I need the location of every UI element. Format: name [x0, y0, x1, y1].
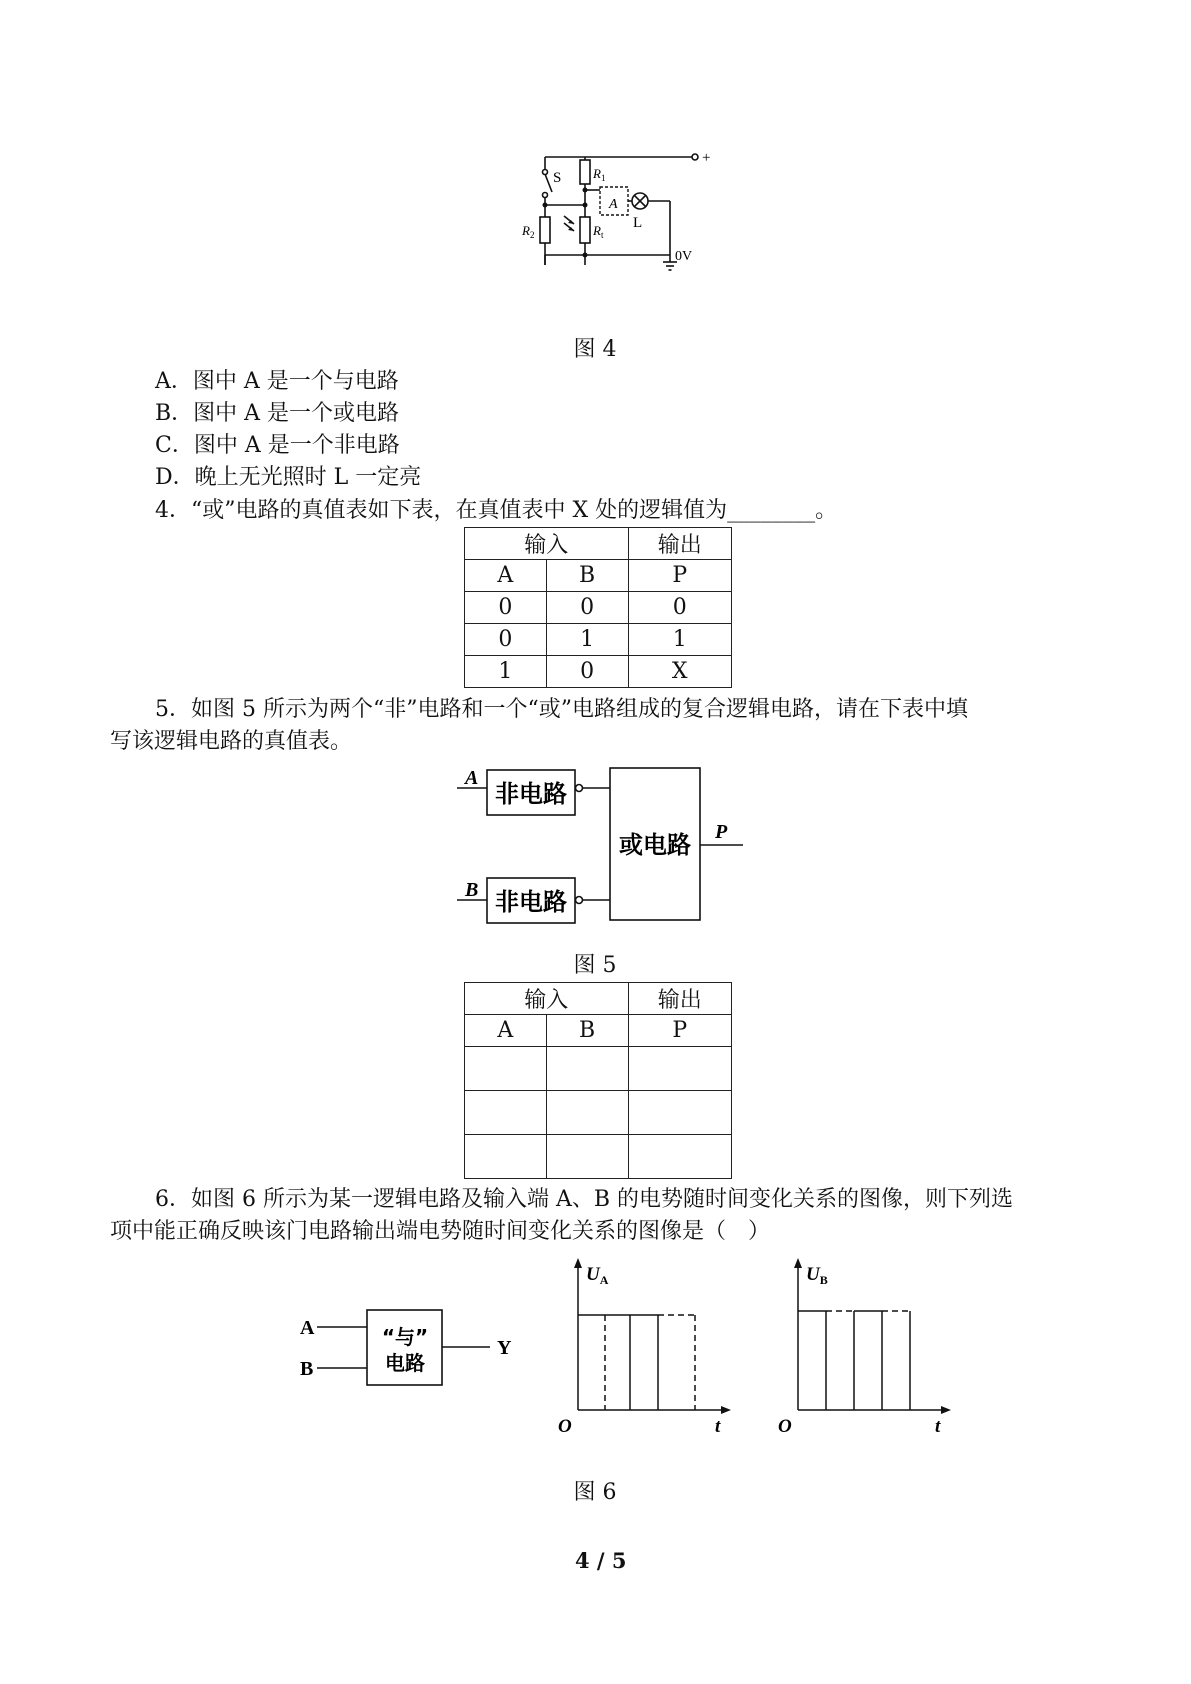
gate-a-label: A	[609, 197, 618, 212]
table-row	[465, 656, 732, 688]
ua-axis-label: $U_A$	[586, 1264, 609, 1287]
table-col-p: P	[628, 560, 731, 592]
and-gate-line2: 电路	[385, 1351, 425, 1375]
composite-truth-table	[464, 982, 732, 1179]
table-header-output: 输出	[628, 528, 731, 560]
option-d: D．晚上无光照时 L 一定亮	[155, 465, 422, 490]
rt-label: $R_t$	[593, 223, 604, 240]
figure-5-logic-circuit	[455, 765, 745, 935]
switch-label: S	[553, 170, 562, 186]
question-5-text-line1: 5．如图 5 所示为两个“非”电路和一个“或”电路组成的复合逻辑电路，请在下表中填	[155, 697, 968, 722]
table-col-a: A	[465, 560, 547, 592]
figure-5-caption: 图 5	[573, 953, 617, 978]
lamp-label: L	[633, 215, 643, 231]
table-cell: 0	[546, 656, 628, 688]
table-col-p: P	[628, 1015, 731, 1047]
and-gate-line1: “与”	[381, 1325, 429, 1349]
table-row	[465, 592, 732, 624]
and-input-a-label: A	[300, 1317, 315, 1339]
figure-6-and-gate	[295, 1300, 525, 1410]
output-p-label: P	[715, 821, 728, 843]
table-cell: 0	[465, 624, 547, 656]
table-cell: 1	[628, 624, 731, 656]
table-row	[465, 624, 732, 656]
or-gate-label: 或电路	[619, 831, 691, 859]
table-cell: 1	[546, 624, 628, 656]
table-cell: X	[628, 656, 731, 688]
ua-t-axis-label: t	[715, 1416, 721, 1437]
table-col-b: B	[546, 1015, 628, 1047]
page-number: 4 / 5	[575, 1548, 627, 1573]
ua-origin-label: O	[558, 1416, 572, 1437]
question-4-text: 4．“或”电路的真值表如下表，在真值表中 X 处的逻辑值为________。	[155, 498, 838, 523]
or-truth-table	[464, 527, 732, 688]
input-a-label: A	[465, 767, 479, 789]
table-header-input: 输入	[465, 528, 629, 560]
option-c: C．图中 A 是一个非电路	[155, 433, 400, 458]
table-col-b: B	[546, 560, 628, 592]
table-row	[465, 1047, 732, 1091]
table-header-input: 输入	[465, 983, 629, 1015]
option-a: A．图中 A 是一个与电路	[155, 369, 399, 394]
table-cell: 0	[628, 592, 731, 624]
table-col-a: A	[465, 1015, 547, 1047]
figure-4-caption: 图 4	[573, 337, 617, 362]
table-cell	[546, 1047, 628, 1091]
ub-origin-label: O	[778, 1416, 792, 1437]
table-cell: 0	[465, 592, 547, 624]
not-gate-a-label: 非电路	[495, 780, 567, 808]
ub-axis-label: $U_B$	[806, 1264, 828, 1287]
table-row	[465, 1091, 732, 1135]
figure-6-graph-ub	[770, 1250, 960, 1440]
table-row	[465, 1135, 732, 1179]
ground-label: 0V	[675, 249, 693, 264]
ub-t-axis-label: t	[935, 1416, 941, 1437]
table-cell	[628, 1091, 731, 1135]
question-6-text-line2: 项中能正确反映该门电路输出端电势随时间变化关系的图像是（ ）	[110, 1219, 771, 1244]
table-cell: 1	[465, 656, 547, 688]
table-cell	[465, 1047, 547, 1091]
table-cell	[628, 1047, 731, 1091]
r1-label: $R_1$	[593, 166, 606, 183]
input-b-label: B	[465, 879, 479, 901]
and-output-y-label: Y	[497, 1337, 512, 1359]
table-header-output: 输出	[628, 983, 731, 1015]
not-gate-b-label: 非电路	[495, 888, 567, 916]
table-cell	[628, 1135, 731, 1179]
and-input-b-label: B	[300, 1358, 314, 1380]
option-b: B．图中 A 是一个或电路	[155, 401, 400, 426]
figure-6-caption: 图 6	[573, 1480, 617, 1505]
r2-label: $R_2$	[522, 223, 535, 240]
table-cell	[465, 1135, 547, 1179]
table-cell	[546, 1091, 628, 1135]
table-cell: 0	[546, 592, 628, 624]
figure-6-graph-ua	[550, 1250, 740, 1440]
question-6-text-line1: 6．如图 6 所示为某一逻辑电路及输入端 A、B 的电势随时间变化关系的图像，则下列选	[155, 1187, 1014, 1212]
figure-4-circuit	[520, 140, 720, 300]
plus-terminal-label: +	[702, 150, 711, 166]
question-5-text-line2: 写该逻辑电路的真值表。	[110, 729, 353, 754]
table-cell	[546, 1135, 628, 1179]
table-cell	[465, 1091, 547, 1135]
